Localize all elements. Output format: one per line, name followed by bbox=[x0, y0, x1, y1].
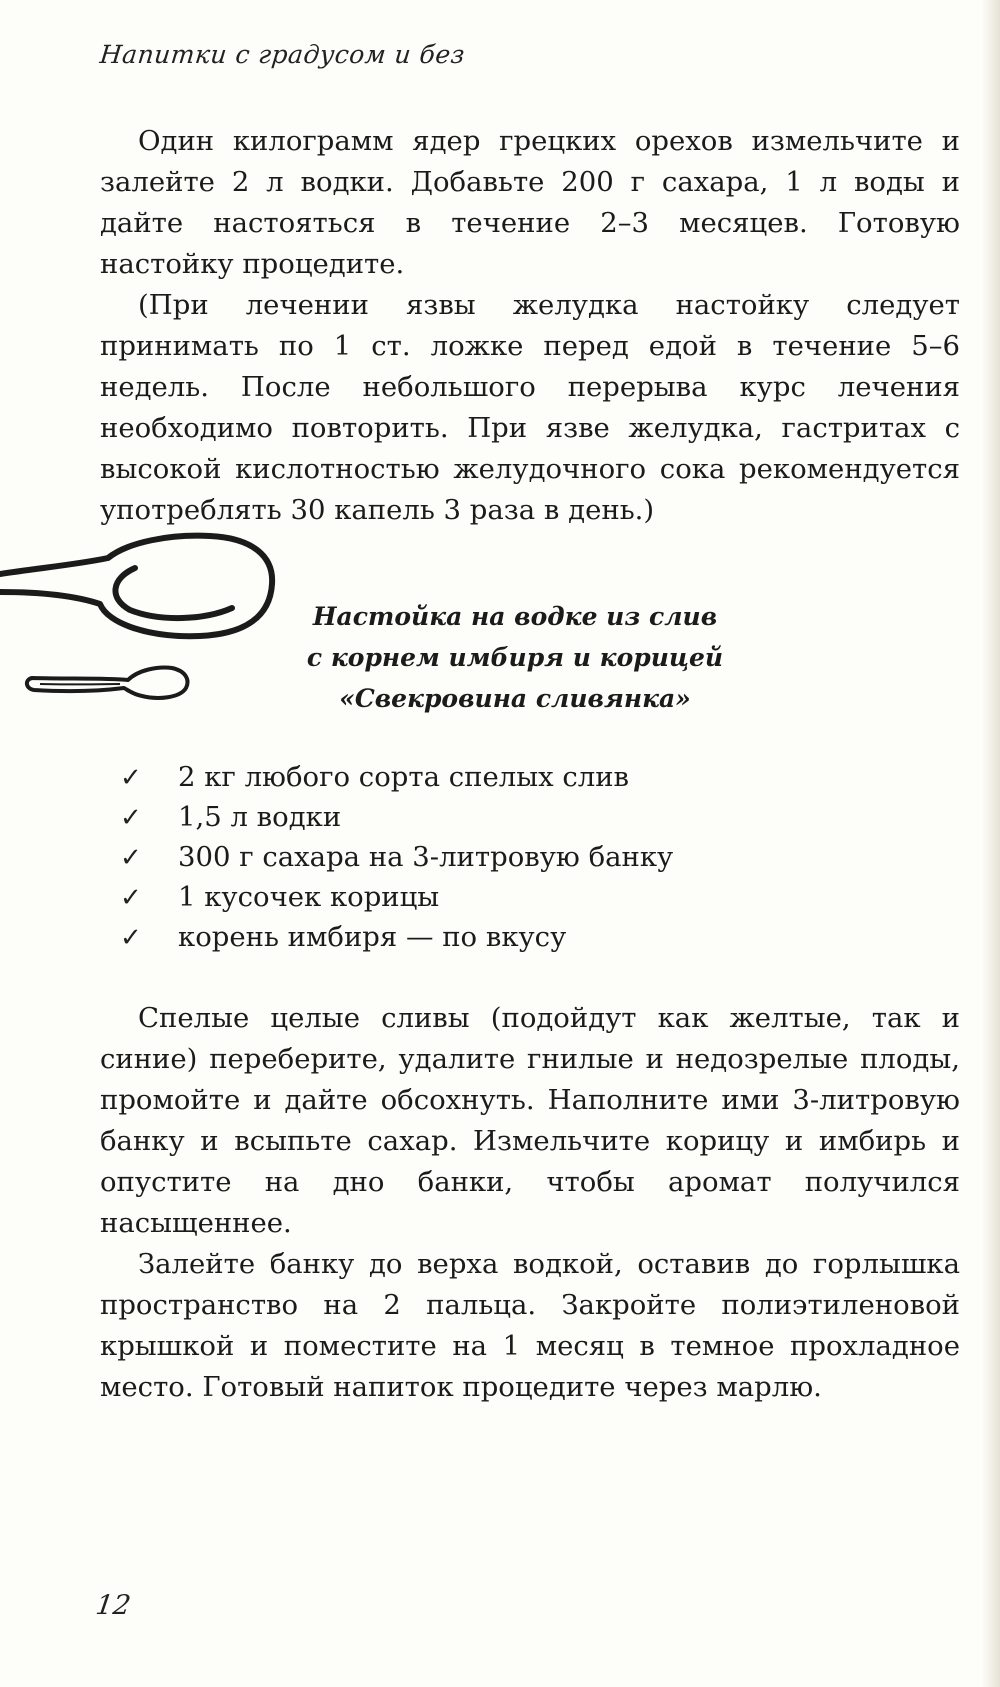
large-spoon-icon bbox=[0, 536, 272, 636]
running-header: Напитки с градусом и без bbox=[98, 40, 467, 69]
paragraph: (При лечении язвы желудка настойку следует принимать по 1 ст. ложке перед едой в течение 5–6 недель. После небольшого перерыва курс лечения необходимо повторить. При язве желудка, гастритах с высокой кислотностью желудочного сока рекомендуется употреблять 30 капель 3 раза в день.) bbox=[100, 289, 960, 526]
ingredients-list bbox=[120, 757, 673, 957]
intro-text-block bbox=[100, 121, 960, 531]
paragraph: Залейте банку до верха водкой, оставив до горлышка пространство на 2 пальца. Закройте полиэтиленовой крышкой и поместите на 1 месяц в темное прохладное место. Готовый напиток процедите через марлю. bbox=[100, 1248, 960, 1403]
paragraph: Один килограмм ядер грецких орехов измельчите и залейте 2 л водки. Добавьте 200 г сахара, 1 л воды и дайте настояться в течение 2–3 месяцев. Готовую настойку процедите. bbox=[100, 125, 960, 280]
small-spoon-icon bbox=[27, 668, 188, 698]
recipe-title bbox=[300, 596, 730, 719]
page-number: 12 bbox=[93, 1590, 133, 1621]
large-spoon-inner-icon bbox=[115, 568, 232, 618]
list-item bbox=[120, 757, 673, 797]
ingredient-text: корень имбиря — по вкусу bbox=[178, 921, 567, 953]
paragraph: Спелые целые сливы (подойдут как желтые, так и синие) переберите, удалите гнилые и недозрелые плоды, промойте и дайте обсохнуть. Наполните ими 3-литровую банку и всыпьте сахар. Измельчите корицу и имбирь и опустите на дно банки, чтобы аромат получился насыщеннее. bbox=[100, 1002, 960, 1239]
ingredient-text: 1 кусочек корицы bbox=[178, 881, 440, 913]
recipe-title-line: Настойка на водке из слив bbox=[312, 602, 718, 631]
checkmark-icon: ✓ bbox=[120, 763, 142, 793]
list-item bbox=[120, 797, 673, 837]
recipe-title-line: с корнем имбиря и корицей bbox=[306, 643, 724, 672]
checkmark-icon: ✓ bbox=[120, 843, 142, 873]
instructions-text-block bbox=[100, 998, 960, 1408]
spoon-illustration-icon bbox=[0, 528, 320, 728]
ingredient-text: 300 г сахара на 3-литровую банку bbox=[178, 841, 674, 873]
list-item bbox=[120, 917, 673, 957]
checkmark-icon: ✓ bbox=[120, 803, 142, 833]
ingredient-text: 2 кг любого сорта спелых слив bbox=[178, 761, 630, 793]
checkmark-icon: ✓ bbox=[120, 883, 142, 913]
ingredient-text: 1,5 л водки bbox=[178, 801, 342, 833]
recipe-title-line: «Свекровина сливянка» bbox=[339, 684, 691, 713]
list-item bbox=[120, 837, 673, 877]
checkmark-icon: ✓ bbox=[120, 923, 142, 953]
page-edge-shadow bbox=[982, 0, 1000, 1687]
list-item bbox=[120, 877, 673, 917]
